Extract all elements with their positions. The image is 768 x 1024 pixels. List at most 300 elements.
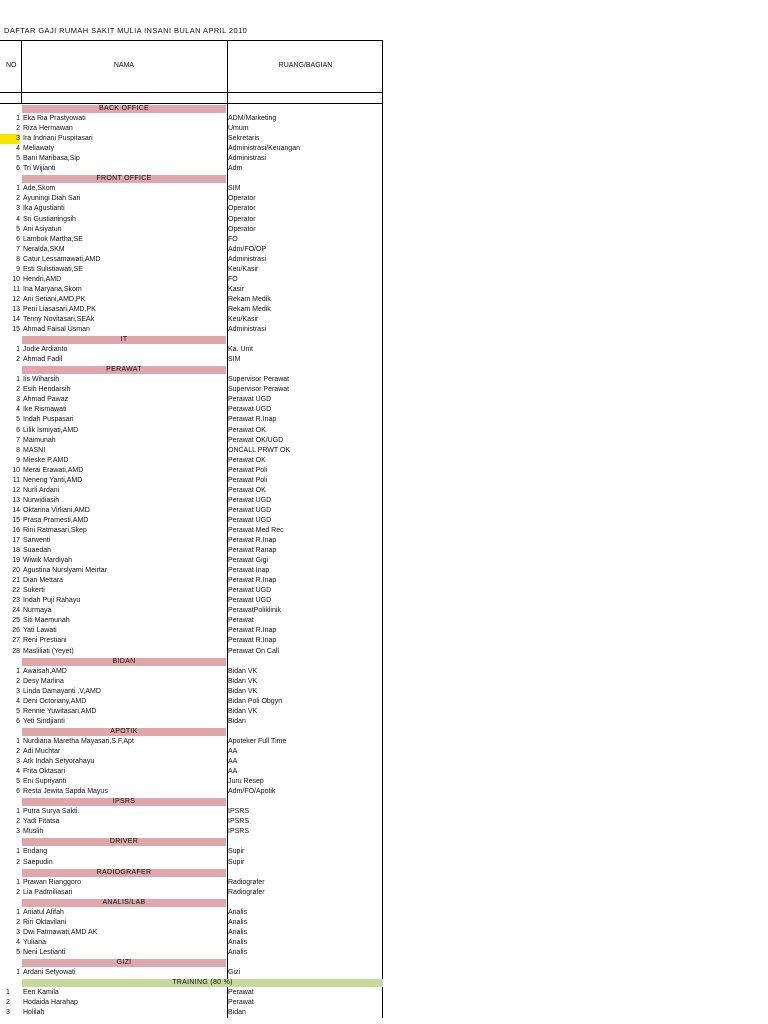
table-row [0, 144, 383, 154]
table-row [0, 345, 383, 355]
employee-name: Lambok Martha,SE [23, 235, 83, 243]
employee-name: Ina Maryana,Skom [23, 285, 82, 293]
department: Apoteker Full Time [228, 737, 287, 745]
row-number: 2 [16, 386, 20, 394]
department: AA [228, 748, 238, 755]
table-row [0, 908, 383, 918]
department: Bidan VK [228, 667, 258, 675]
department: Perawat UGD [228, 597, 272, 605]
table-row [0, 888, 383, 898]
department: Analis [228, 918, 248, 926]
table-row [0, 586, 383, 596]
employee-name: Indah Puji Rahayu [23, 597, 81, 605]
employee-name: Dian Mettara [23, 577, 64, 585]
department: Perawat UGD [228, 587, 272, 595]
department: Analis [228, 948, 248, 956]
employee-name: Yati Lawati [23, 627, 57, 635]
employee-name: Esti Sulistiawati,SE [23, 265, 83, 273]
table-row [0, 204, 383, 214]
table-row [0, 626, 383, 636]
header-ruang: RUANG/BAGIAN [278, 62, 333, 69]
department: Bidan VK [228, 677, 258, 685]
employee-name: Rini Ratmasari,Skep [23, 526, 87, 534]
employee-name: Aniatul Afifah [23, 908, 64, 916]
table-row [0, 415, 383, 425]
table-row [0, 225, 383, 235]
row-number: 2 [16, 125, 20, 133]
employee-name: Iis Wiharsih [23, 376, 60, 384]
table-row [0, 456, 383, 466]
employee-name: Lia Padmiliasari [23, 888, 73, 896]
table-row [0, 697, 383, 707]
employee-name: Resta Jewita Sapda Mayus [23, 788, 108, 796]
table-row [0, 405, 383, 415]
department: Keu/Kasir [228, 315, 259, 323]
row-number: 14 [12, 506, 20, 514]
employee-name: Nurli Ardani [23, 486, 60, 494]
department: Perawat UGD [228, 496, 272, 504]
employee-name: Neni Lestianti [23, 948, 66, 956]
department: Umum [228, 125, 249, 133]
employee-name: Eni Supriyanti [23, 778, 67, 786]
employee-name: Ira Indriani Puspitasari [23, 135, 93, 143]
table-row [0, 546, 383, 556]
row-number: 15 [12, 326, 20, 334]
row-number: 2 [16, 858, 20, 866]
table-row [0, 767, 383, 777]
table-row [0, 948, 383, 958]
table-row [0, 275, 383, 285]
table-row [0, 436, 383, 446]
row-number: 26 [12, 627, 20, 635]
department: Bidan [228, 1009, 246, 1017]
employee-name: Holilah [23, 1009, 45, 1017]
table-row [0, 194, 383, 204]
row-number: 5 [16, 707, 20, 715]
department: AA [228, 768, 238, 776]
employee-name: Ardani Setyowati [23, 969, 76, 977]
table-row [0, 466, 383, 476]
section-label: FRONT OFFICE [22, 175, 226, 183]
row-number: 6 [16, 165, 20, 173]
row-number: 10 [12, 275, 20, 283]
table-row [0, 184, 383, 194]
table-row [0, 747, 383, 757]
row-number: 7 [16, 436, 20, 444]
table-row [0, 395, 383, 405]
table-row [0, 315, 383, 325]
row-number: 17 [12, 537, 20, 545]
row-number: 13 [12, 496, 20, 504]
section-label: IT [22, 336, 226, 344]
row-number: 12 [12, 295, 20, 303]
department: IPSRS [228, 818, 250, 826]
row-number: 4 [16, 406, 20, 414]
employee-name: Ayuningi Diah Sari [23, 195, 81, 203]
department: Keu/Kasir [228, 265, 259, 273]
salary-table [0, 40, 383, 1018]
row-number: 5 [16, 778, 20, 786]
department: Bidan [228, 717, 246, 725]
employee-name: Maimunah [23, 436, 56, 444]
employee-name: Mieske P,AMD [23, 456, 69, 464]
department: Perawat On Call [228, 647, 279, 655]
table-row [0, 536, 383, 546]
department: Perawat Poli [228, 466, 268, 474]
employee-name: Tri Wijianti [23, 165, 56, 173]
employee-name: Prasa Pramesti,AMD [23, 516, 89, 524]
table-row [0, 647, 383, 657]
table-row [0, 255, 383, 265]
row-number: 9 [16, 265, 20, 273]
row-number: 1 [16, 808, 20, 816]
table-row [0, 636, 383, 646]
row-number: 1 [6, 989, 10, 997]
section-header [0, 104, 383, 114]
row-number: 12 [12, 486, 20, 494]
department: Adm/FO/Apotik [228, 788, 276, 796]
employee-name: Desy Marlina [23, 677, 64, 685]
department: Administrasi [228, 255, 267, 263]
table-row [0, 265, 383, 275]
section-label: APOTIK [22, 728, 226, 736]
row-number: 5 [16, 225, 20, 233]
table-row [0, 606, 383, 616]
row-number: 6 [16, 426, 20, 434]
employee-name: Een Kamila [23, 989, 59, 997]
employee-name: Suaedah [23, 547, 52, 555]
row-number: 2 [16, 195, 20, 203]
row-number: 1 [16, 376, 20, 384]
table-row [0, 687, 383, 697]
page-title: DAFTAR GAJI RUMAH SAKIT MULIA INSANI BULAN APRIL 2010 [4, 26, 248, 35]
table-row [0, 476, 383, 486]
row-number: 3 [16, 205, 20, 213]
row-number: 5 [16, 416, 20, 424]
department: Perawat Med Rec [228, 526, 284, 534]
header-spacer [0, 93, 383, 104]
table-row [0, 596, 383, 606]
department: Perawat R.Inap [228, 577, 277, 585]
department: Ka. Unit [228, 346, 253, 354]
employee-name: Prawan Rianggoro [23, 878, 81, 886]
department: Perawat Gigi [228, 557, 269, 565]
row-number: 2 [16, 918, 20, 926]
department: Perawat UGD [228, 406, 272, 414]
section-header [0, 958, 383, 968]
department: Operator [228, 215, 256, 223]
table-row [0, 134, 383, 144]
employee-name: Nurmaya [23, 607, 52, 615]
employee-name: Lilik Ismiyati,AMD [23, 426, 79, 434]
table-row [0, 757, 383, 767]
department: Adm [228, 165, 243, 173]
table-header [0, 40, 383, 93]
department: Kasir [228, 285, 244, 293]
row-number: 3 [16, 396, 20, 404]
table-row [0, 737, 383, 747]
row-number: 2 [16, 677, 20, 685]
department: Bidan VK [228, 687, 258, 695]
department: Perawat R.Inap [228, 416, 277, 424]
employee-name: Riri Oktavilani [23, 918, 67, 926]
employee-name: Ahmad Fadil [23, 356, 63, 364]
row-number: 2 [6, 999, 10, 1007]
table-row [0, 496, 383, 506]
table-row [0, 526, 383, 536]
row-number: 1 [16, 878, 20, 886]
department: Perawat [228, 617, 254, 625]
employee-name: Bani Maribasa,Sip [23, 155, 80, 163]
table-row [0, 215, 383, 225]
employee-name: Rennie Yuwitasari,AMD [23, 707, 97, 715]
row-number: 7 [16, 245, 20, 253]
row-number: 27 [12, 637, 20, 645]
row-number: 1 [16, 346, 20, 354]
employee-name: Ahmad Faisal Usman [23, 326, 90, 334]
department: Operator [228, 205, 256, 213]
department: Gizi [228, 969, 241, 977]
table-row [0, 777, 383, 787]
department: Perawat R.Inap [228, 637, 277, 645]
department: Bidan Poli Obgyn [228, 697, 283, 705]
section-label: PERAWAT [22, 366, 226, 374]
employee-name: Esih Hendarsih [23, 386, 71, 394]
table-row [0, 707, 383, 717]
employee-name: Dwi Fatmawati,AMD AK [23, 928, 98, 936]
row-number: 18 [12, 547, 20, 555]
employee-name: Ika Agustianti [23, 205, 65, 213]
department: Perawat UGD [228, 516, 272, 524]
employee-name: Merai Erawati,AMD [23, 466, 84, 474]
employee-name: Eka Ria Prastyowati [23, 115, 86, 123]
section-header [0, 727, 383, 737]
row-number: 23 [12, 597, 20, 605]
section-label: TRAINING (80 %) [22, 979, 383, 987]
department: IPSRS [228, 808, 250, 816]
row-number: 3 [0, 134, 20, 144]
department: Perawat OK [228, 486, 266, 494]
table-row [0, 355, 383, 365]
department: Administrasi/Keuangan [228, 145, 300, 153]
row-number: 4 [16, 145, 20, 153]
employee-name: Jodie Ardianto [23, 346, 68, 354]
row-number: 1 [16, 969, 20, 977]
row-number: 1 [16, 908, 20, 916]
table-row [0, 446, 383, 456]
row-number: 10 [12, 466, 20, 474]
row-number: 2 [16, 888, 20, 896]
department: FO [228, 275, 238, 283]
table-row [0, 285, 383, 295]
table-row [0, 667, 383, 677]
department: ADM/Marketing [228, 115, 277, 123]
row-number: 2 [16, 748, 20, 755]
row-number: 24 [12, 607, 20, 615]
table-row [0, 124, 383, 134]
employee-name: Saepudin [23, 858, 53, 866]
section-label: GIZI [22, 959, 226, 967]
row-number: 6 [16, 717, 20, 725]
section-header [0, 797, 383, 807]
header-nama: NAMA [113, 62, 135, 69]
department: Perawat OK/UGD [228, 436, 284, 444]
table-row [0, 968, 383, 978]
table-row [0, 245, 383, 255]
employee-name: Hodaida Harahap [23, 999, 78, 1007]
employee-name: Wiwik Mardiyah [23, 557, 73, 565]
row-number: 1 [16, 667, 20, 675]
employee-name: Neneng Yanti,AMD [23, 476, 83, 484]
employee-name: Reni Prestiani [23, 637, 67, 645]
department: Perawat UGD [228, 506, 272, 514]
row-number: 2 [16, 356, 20, 364]
table-row [0, 928, 383, 938]
department: Administrasi [228, 326, 267, 334]
employee-name: Ike Rismawati [23, 406, 67, 414]
department: Perawat UGD [228, 396, 272, 404]
row-number: 8 [16, 255, 20, 263]
table-row [0, 164, 383, 174]
table-row [0, 918, 383, 928]
employee-name: Awaisah,AMD [23, 667, 67, 675]
section-label: ANALIS/LAB [22, 899, 226, 907]
row-number: 4 [16, 768, 20, 776]
department: Supir [228, 848, 245, 856]
row-number: 21 [12, 577, 20, 585]
department: Perawat [228, 989, 254, 997]
employee-name: Riza Hermawan [23, 125, 73, 133]
employee-name: Masliliati (Yeyet) [23, 647, 74, 655]
table-row [0, 1008, 383, 1018]
table-row [0, 385, 383, 395]
row-number: 6 [16, 235, 20, 243]
employee-name: Siti Maemunah [23, 617, 70, 625]
employee-name: Nurwidiasih [23, 496, 60, 504]
department: Supervisor Perawat [228, 376, 290, 384]
section-header [0, 837, 383, 847]
department: Perawat Inap [228, 567, 270, 575]
employee-name: Yuliana [23, 938, 46, 946]
row-number: 13 [12, 305, 20, 313]
table-row [0, 807, 383, 817]
table-row [0, 616, 383, 626]
table-row [0, 516, 383, 526]
row-number: 5 [16, 948, 20, 956]
department: SIM [228, 356, 241, 364]
department: Perawat Ranap [228, 547, 277, 555]
row-number: 1 [16, 115, 20, 123]
table-row [0, 154, 383, 164]
department: Sekretaris [228, 135, 260, 143]
department: Bidan VK [228, 707, 258, 715]
department: Radiografer [228, 878, 265, 886]
employee-name: Meliawaty [23, 145, 55, 153]
section-header [0, 335, 383, 345]
employee-name: Linda Damayanti ,V,AMD [23, 687, 101, 695]
row-number: 15 [12, 516, 20, 524]
table-row [0, 817, 383, 827]
row-number: 6 [16, 788, 20, 796]
row-number: 3 [16, 758, 20, 766]
employee-name: Deni Octoriany,AMD [23, 697, 87, 705]
section-header [0, 657, 383, 667]
table-row [0, 556, 383, 566]
employee-name: Tenny Novitasari,SEAk [23, 315, 95, 323]
department: Analis [228, 938, 248, 946]
employee-name: Neralda,SKM [23, 245, 65, 253]
department: Analis [228, 928, 248, 936]
department: Perawat OK [228, 426, 266, 434]
section-label: BACK OFFICE [22, 105, 226, 113]
employee-name: MASNI [23, 446, 46, 454]
employee-name: Hendri,AMD [23, 275, 62, 283]
row-number: 1 [16, 848, 20, 856]
table-row [0, 235, 383, 245]
section-header [0, 174, 383, 184]
employee-name: Agustina Nurslyami Meirtar [23, 567, 108, 575]
department: Perawat Poli [228, 476, 268, 484]
section-header [0, 978, 383, 988]
department: Administrasi [228, 155, 267, 163]
department: Rekam Medik [228, 305, 271, 313]
section-label: DRIVER [22, 838, 226, 846]
employee-name: Indah Puspasari [23, 416, 74, 424]
table-row [0, 295, 383, 305]
table-row [0, 938, 383, 948]
table-row [0, 787, 383, 797]
employee-name: Endang [23, 848, 48, 856]
department: IPSRS [228, 828, 250, 836]
department: Supervisor Perawat [228, 386, 290, 394]
department: SIM [228, 185, 241, 193]
department: Operator [228, 195, 256, 203]
table-row [0, 576, 383, 586]
department: Perawat [228, 999, 254, 1007]
table-row [0, 506, 383, 516]
employee-name: Catur Lessamawati,AMD [23, 255, 101, 263]
department: Radiografer [228, 888, 265, 896]
employee-name: Adi Muchtar [23, 748, 61, 755]
row-number: 1 [16, 185, 20, 193]
department: Perawat R.Inap [228, 627, 277, 635]
table-row [0, 375, 383, 385]
row-number: 4 [16, 697, 20, 705]
employee-name: Sri Gustianingsih [23, 215, 76, 223]
department: ONCALL PRWT OK [228, 446, 291, 454]
department: AA [228, 758, 238, 766]
section-header [0, 365, 383, 375]
row-number: 11 [12, 476, 20, 484]
table-row [0, 426, 383, 436]
employee-name: Frita Oktasari [23, 768, 66, 776]
employee-name: Ark Indah Setyorahayu [23, 758, 95, 766]
section-label: RADIOGRAFER [22, 869, 226, 877]
employee-name: Ani Setiani,AMD,PK [23, 295, 86, 303]
table-row [0, 325, 383, 335]
employee-name: Sukerti [23, 587, 45, 595]
department: Adm/FO/OP [228, 245, 267, 253]
table-row [0, 847, 383, 857]
table-row [0, 305, 383, 315]
row-number: 8 [16, 446, 20, 454]
section-header [0, 898, 383, 908]
row-number: 14 [12, 315, 20, 323]
row-number: 4 [16, 938, 20, 946]
employee-name: Oktarina Virliani,AMD [23, 506, 90, 514]
table-row [0, 717, 383, 727]
row-number: 2 [16, 818, 20, 826]
